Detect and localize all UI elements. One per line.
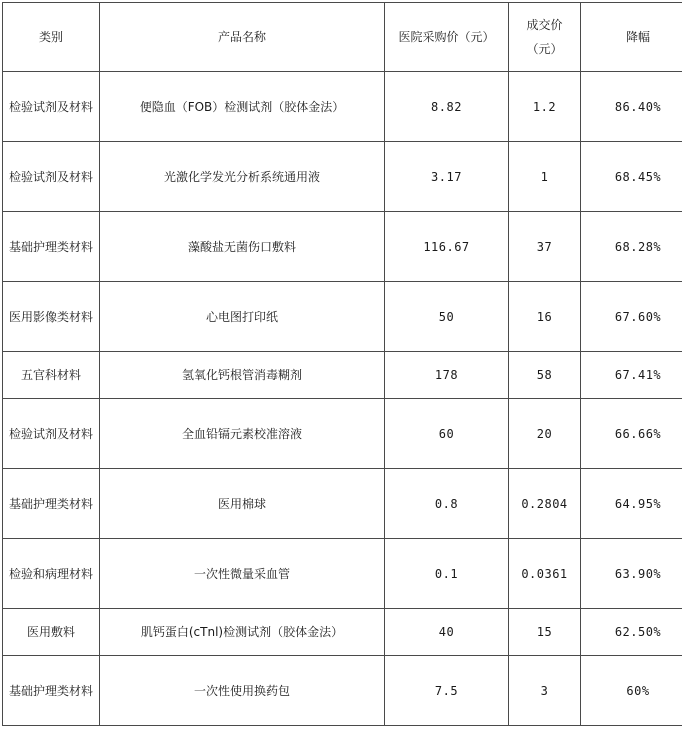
header-hospital-price: 医院采购价（元） [385,3,509,72]
cell-deal-price: 37 [509,212,581,282]
cell-deal-price: 20 [509,399,581,469]
cell-price-drop: 64.95% [581,469,682,539]
table-row [3,72,682,142]
cell-hospital-price: 116.67 [385,212,509,282]
table-header-row [3,3,682,72]
cell-product-name: 便隐血（FOB）检测试剂（胶体金法） [100,72,385,142]
cell-product-name: 一次性使用换药包 [100,656,385,726]
cell-deal-price: 0.2804 [509,469,581,539]
cell-deal-price: 15 [509,609,581,656]
header-deal-price [509,3,581,72]
cell-deal-price: 0.0361 [509,539,581,609]
cell-price-drop: 62.50% [581,609,682,656]
cell-price-drop: 67.41% [581,352,682,399]
cell-hospital-price: 60 [385,399,509,469]
cell-deal-price: 1 [509,142,581,212]
header-product-name: 产品名称 [100,3,385,72]
cell-hospital-price: 50 [385,282,509,352]
cell-product-name: 医用棉球 [100,469,385,539]
cell-price-drop: 68.45% [581,142,682,212]
cell-category: 医用影像类材料 [3,282,100,352]
cell-category: 医用敷料 [3,609,100,656]
cell-category: 基础护理类材料 [3,212,100,282]
cell-product-name: 肌钙蛋白(cTnl)检测试剂（胶体金法） [100,609,385,656]
cell-hospital-price: 8.82 [385,72,509,142]
cell-hospital-price: 7.5 [385,656,509,726]
table-row [3,539,682,609]
header-category: 类别 [3,3,100,72]
cell-category: 基础护理类材料 [3,469,100,539]
cell-price-drop: 60% [581,656,682,726]
table-row [3,282,682,352]
cell-category: 五官科材料 [3,352,100,399]
cell-category: 检验和病理材料 [3,539,100,609]
cell-price-drop: 67.60% [581,282,682,352]
cell-product-name: 全血铅镉元素校准溶液 [100,399,385,469]
cell-price-drop: 68.28% [581,212,682,282]
cell-category: 检验试剂及材料 [3,399,100,469]
cell-hospital-price: 0.8 [385,469,509,539]
table-row [3,656,682,726]
cell-category: 检验试剂及材料 [3,72,100,142]
header-deal-price-line2: （元） [526,42,563,56]
cell-product-name: 心电图打印纸 [100,282,385,352]
cell-hospital-price: 40 [385,609,509,656]
cell-price-drop: 63.90% [581,539,682,609]
cell-hospital-price: 178 [385,352,509,399]
cell-hospital-price: 0.1 [385,539,509,609]
price-reduction-table [2,2,682,726]
table-row [3,142,682,212]
cell-price-drop: 66.66% [581,399,682,469]
cell-product-name: 氢氧化钙根管消毒糊剂 [100,352,385,399]
cell-deal-price: 3 [509,656,581,726]
cell-deal-price: 58 [509,352,581,399]
cell-category: 基础护理类材料 [3,656,100,726]
table-row [3,609,682,656]
table-row [3,399,682,469]
cell-deal-price: 1.2 [509,72,581,142]
header-price-drop: 降幅 [581,3,682,72]
table-row [3,469,682,539]
cell-hospital-price: 3.17 [385,142,509,212]
table-row [3,352,682,399]
header-deal-price-line1: 成交价 [526,18,563,32]
cell-product-name: 光激化学发光分析系统通用液 [100,142,385,212]
table-row [3,212,682,282]
cell-deal-price: 16 [509,282,581,352]
cell-product-name: 藻酸盐无菌伤口敷料 [100,212,385,282]
cell-price-drop: 86.40% [581,72,682,142]
cell-product-name: 一次性微量采血管 [100,539,385,609]
cell-category: 检验试剂及材料 [3,142,100,212]
